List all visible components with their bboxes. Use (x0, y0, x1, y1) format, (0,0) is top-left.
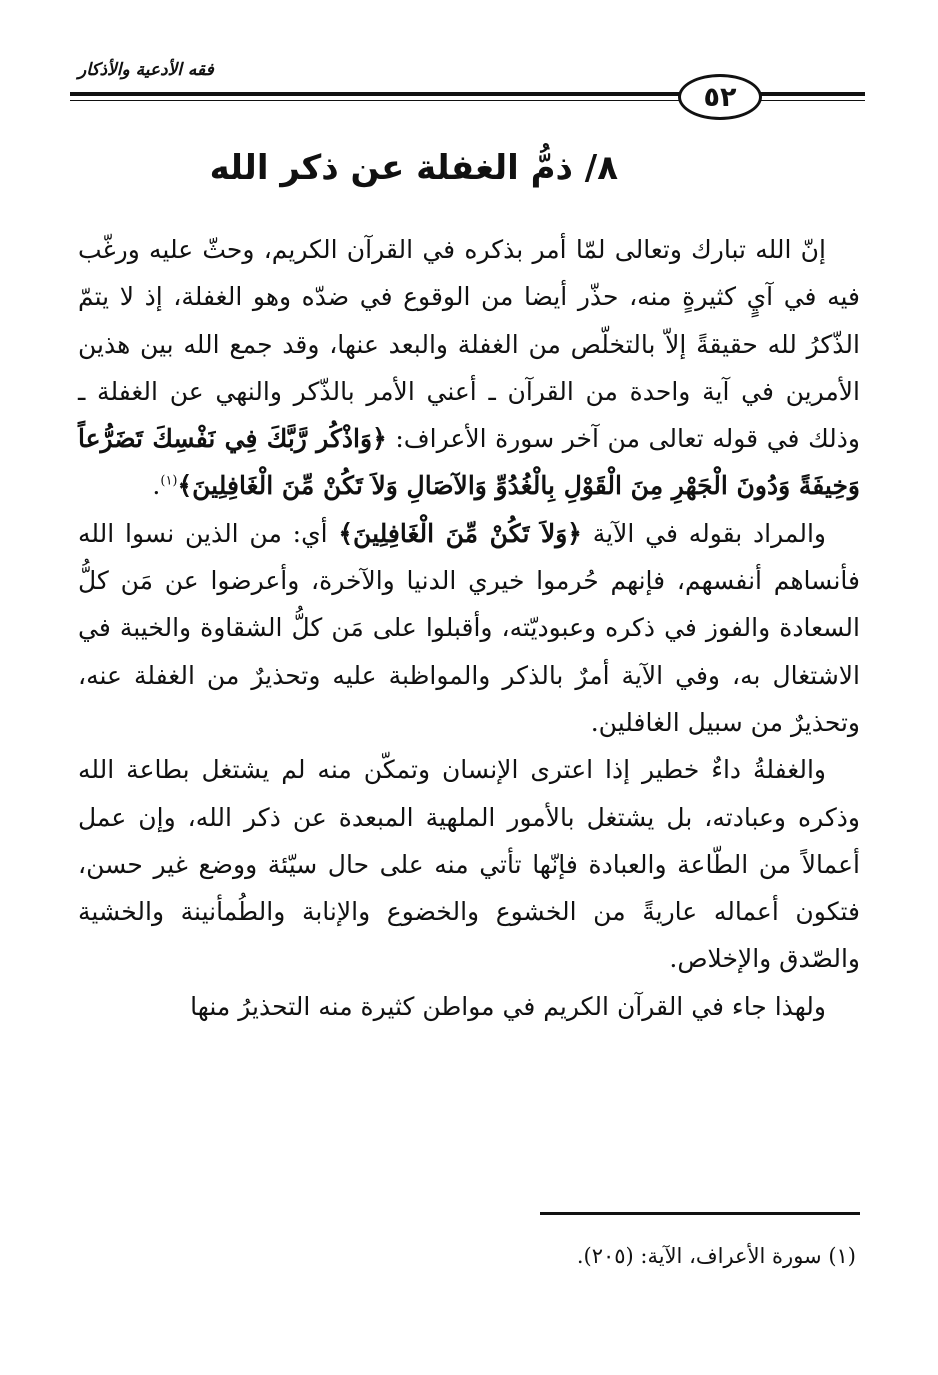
paragraph-1-text: إنّ الله تبارك وتعالى لمّا أمر بذكره في القرآن الكريم، وحثّ عليه ورغّب فيه في آيٍ كثيرةٍ منه، حذّر أيضا من الوقوع في ضدّه وهو الغفلة، إذ لا يتمّ الذّكرُ لله حقيقةً إلاّ بالتخلّص من الغفلة والبعد عنها، وقد جمع الله بين هذين الأمرين في آية واحدة من القرآن ـ أعني الأمر بالذّكر والنهي عن الغفلة ـ وذلك في قوله تعالى من آخر سورة الأعراف: (78, 235, 860, 454)
paragraph-1-end: . (152, 471, 161, 501)
quran-verse-quote: ﴿وَلاَ تَكُنْ مِّنَ الْغَافِلِينَ﴾ (338, 518, 582, 548)
header-rule (70, 92, 680, 96)
running-title: فقه الأدعية والأذكار (78, 60, 214, 80)
header-rule-right (760, 92, 865, 96)
header-rule-thin (70, 100, 680, 101)
paragraph-2 (78, 510, 860, 746)
page-number: ٥٢ (678, 74, 762, 120)
quran-verse: ﴿وَاذْكُر رَّبَّكَ فِي نَفْسِكَ تَضَرُّعاً وَخِيفَةً وَدُونَ الْجَهْرِ مِنَ الْقَوْلِ بِالْغُدُوِّ وَالآصَالِ وَلاَ تَكُنْ مِّنَ الْغَافِلِينَ﴾ (78, 424, 860, 501)
chapter-title: ٨/ ذمُّ الغفلة عن ذكر الله (209, 148, 618, 188)
footnote-marker: (١) (160, 474, 178, 490)
footnote-separator (540, 1212, 860, 1215)
paragraph-1 (78, 226, 860, 510)
page-header (70, 56, 870, 126)
paragraph-2-text: أي: من الذين نسوا الله فأنساهم أنفسهم، فإنهم حُرموا خيري الدنيا والآخرة، وأعرضوا عن مَن كلُّ السعادة والفوز في ذكره وعبوديّته، وأقبلوا على مَن كلُّ الشقاوة والخيبة في الاشتغال به، وفي الآية أمرٌ بالذكر والمواظبة عليه وتحذيرٌ من الغفلة عنه، وتحذيرٌ من سبيل الغافلين. (78, 518, 860, 737)
footnote: (١) سورة الأعراف، الآية: (٢٠٥). (576, 1244, 856, 1268)
paragraph-4: ولهذا جاء في القرآن الكريم في مواطن كثيرة منه التحذيرُ منها (190, 991, 826, 1021)
paragraph-3: والغفلةُ داءٌ خطير إذا اعترى الإنسان وتمكّن منه لم يشتغل بطاعة الله وذكره وعبادته، بل يشتغل بالأمور الملهية المبعدة عن ذكر الله، وإن عمل أعمالاً من الطّاعة والعبادة فإنّها تأتي منه على حال سيّئة ووضع غير حسن، فتكون أعماله عاريةً من الخشوع والخضوع والإنابة والطُمأنينة والخشية والصّدق والإخلاص. (78, 755, 860, 974)
body-text (78, 226, 860, 1030)
header-rule-right-thin (760, 100, 865, 101)
paragraph-2-lead: والمراد بقوله في الآية (581, 518, 826, 548)
